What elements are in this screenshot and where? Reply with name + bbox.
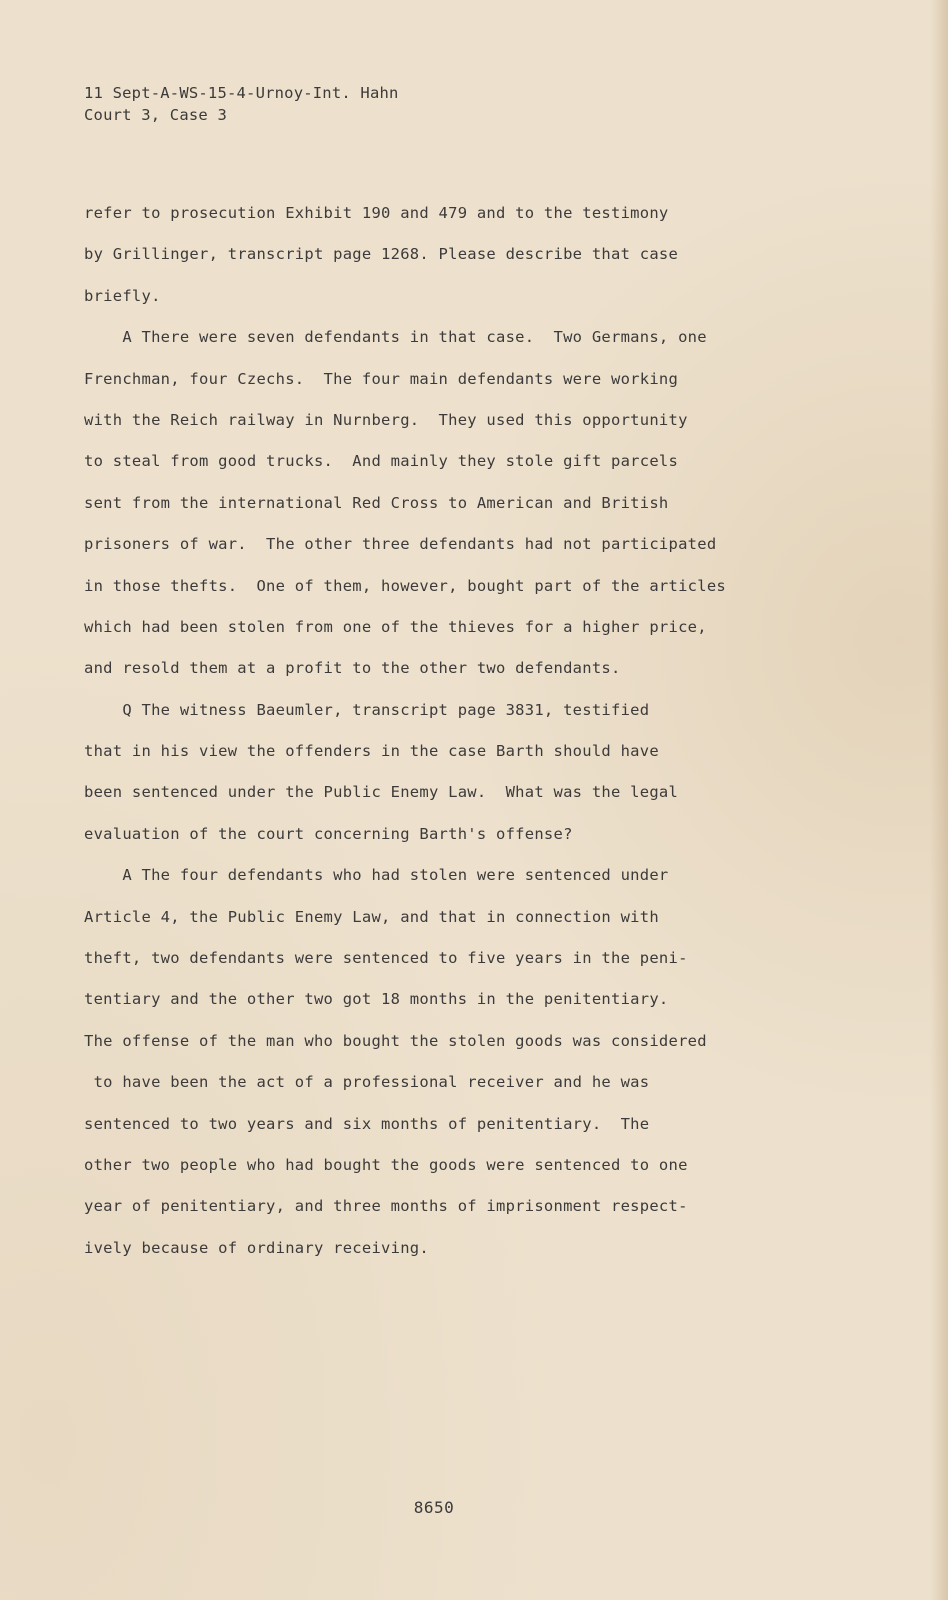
body-line: Q The witness Baeumler, transcript page 3831, testified [84, 700, 650, 719]
body-line: The offense of the man who bought the stolen goods was considered [84, 1031, 707, 1050]
header-court-line: Court 3, Case 3 [84, 106, 227, 124]
body-line: been sentenced under the Public Enemy Law. What was the legal [84, 783, 679, 802]
body-line: other two people who had bought the goods were sentenced to one [84, 1155, 688, 1174]
transcript-body [84, 200, 784, 1276]
header-reference-line: 11 Sept-A-WS-15-4-Urnoy-Int. Hahn [84, 84, 399, 102]
document-header [84, 82, 399, 126]
body-line: Frenchman, four Czechs. The four main defendants were working [84, 369, 679, 388]
body-line: by Grillinger, transcript page 1268. Please describe that case [84, 245, 679, 264]
body-line: prisoners of war. The other three defendants had not participated [84, 535, 717, 554]
body-line: that in his view the offenders in the case Barth should have [84, 742, 659, 761]
body-line: evaluation of the court concerning Barth's offense? [84, 824, 573, 843]
body-line: to steal from good trucks. And mainly they stole gift parcels [84, 452, 679, 471]
body-line: A There were seven defendants in that case. Two Germans, one [84, 328, 707, 347]
page-number: 8650 [413, 1498, 455, 1517]
body-line: to have been the act of a professional receiver and he was [84, 1073, 650, 1092]
body-line: tentiary and the other two got 18 months in the penitentiary. [84, 990, 669, 1009]
body-line: in those thefts. One of them, however, bought part of the articles [84, 576, 726, 595]
body-line: with the Reich railway in Nurnberg. They used this opportunity [84, 410, 688, 429]
body-line: briefly. [84, 286, 161, 305]
body-line: and resold them at a profit to the other two defendants. [84, 659, 621, 678]
body-line: sent from the international Red Cross to American and British [84, 493, 669, 512]
body-line: which had been stolen from one of the thieves for a higher price, [84, 617, 707, 636]
body-line: year of penitentiary, and three months of imprisonment respect- [84, 1197, 688, 1216]
body-line: theft, two defendants were sentenced to five years in the peni- [84, 949, 688, 968]
body-line: A The four defendants who had stolen were sentenced under [84, 866, 669, 885]
body-line: sentenced to two years and six months of penitentiary. The [84, 1114, 650, 1133]
body-line: refer to prosecution Exhibit 190 and 479 and to the testimony [84, 204, 669, 222]
body-line: Article 4, the Public Enemy Law, and that in connection with [84, 907, 659, 926]
body-line: ively because of ordinary receiving. [84, 1238, 429, 1257]
paper-edge-shadow [930, 0, 948, 1600]
